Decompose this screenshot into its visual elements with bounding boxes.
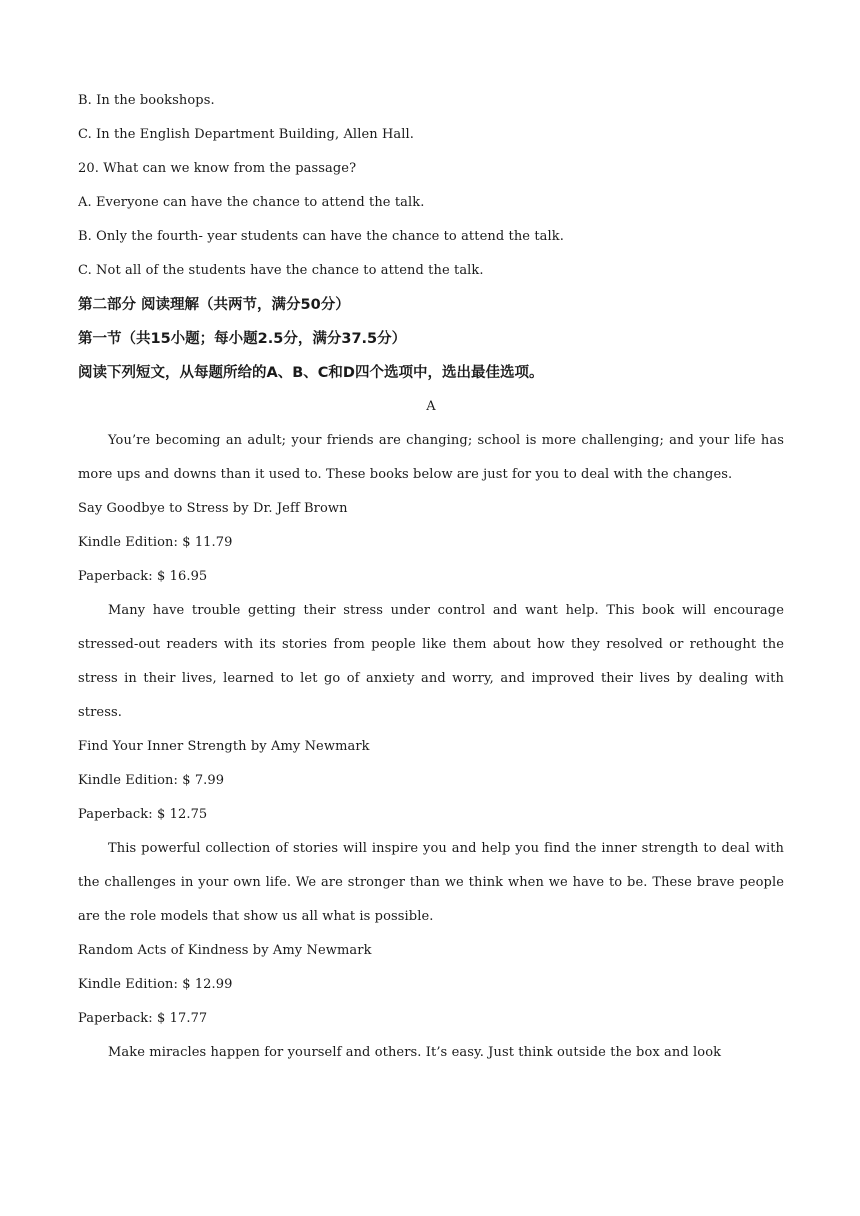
book-3-paperback-price: Paperback: $ 17.77 [78,1011,208,1026]
book-1-kindle-price: Kindle Edition: $ 11.79 [78,535,233,550]
section1-instruction: 阅读下列短文，从每题所给的A、B、C和D四个选项中，选出最佳选项。 [78,365,544,381]
part2-title: 第二部分 阅读理解（共两节，满分50分） [78,297,350,313]
q19-option-b: B. In the bookshops. [78,93,215,108]
q20-option-c: C. Not all of the students have the chance to attend the talk. [78,263,484,278]
passage-letter: A [426,399,436,414]
section1-title: 第一节（共15小题；每小题2.5分，满分37.5分） [78,331,407,347]
book-3-description: Make miracles happen for yourself and others. It’s easy. Just think outside the box and look [108,1045,722,1060]
book-2-paperback-price: Paperback: $ 12.75 [78,807,208,822]
book-2-kindle-price: Kindle Edition: $ 7.99 [78,773,225,788]
book-1-paperback-price: Paperback: $ 16.95 [78,569,208,584]
book-3-title: Random Acts of Kindness by Amy Newmark [78,943,372,958]
book-2-description: This powerful collection of stories will inspire you and help you find the inner strength to deal with the challenges in your own life. We are stronger than we think when we have to be. These brave people are the role models that show us all what is possible. [78,841,784,924]
book-3-kindle-price: Kindle Edition: $ 12.99 [78,977,233,992]
q20-option-a: A. Everyone can have the chance to attend the talk. [78,195,425,210]
document-page [78,84,784,1070]
q20-question: 20. What can we know from the passage? [78,161,357,176]
q19-option-c: C. In the English Department Building, Allen Hall. [78,127,414,142]
book-2-title: Find Your Inner Strength by Amy Newmark [78,739,370,754]
passage-intro: You’re becoming an adult; your friends are changing; school is more challenging; and your life has more ups and downs than it used to. These books below are just for you to deal with the changes. [78,433,784,482]
book-1-description: Many have trouble getting their stress under control and want help. This book will encourage stressed-out readers with its stories from people like them about how they resolved or rethought the stress in their lives, learned to let go of anxiety and worry, and improved their lives by dealing with stress. [78,603,784,720]
book-1-title: Say Goodbye to Stress by Dr. Jeff Brown [78,501,348,516]
q20-option-b: B. Only the fourth- year students can have the chance to attend the talk. [78,229,564,244]
